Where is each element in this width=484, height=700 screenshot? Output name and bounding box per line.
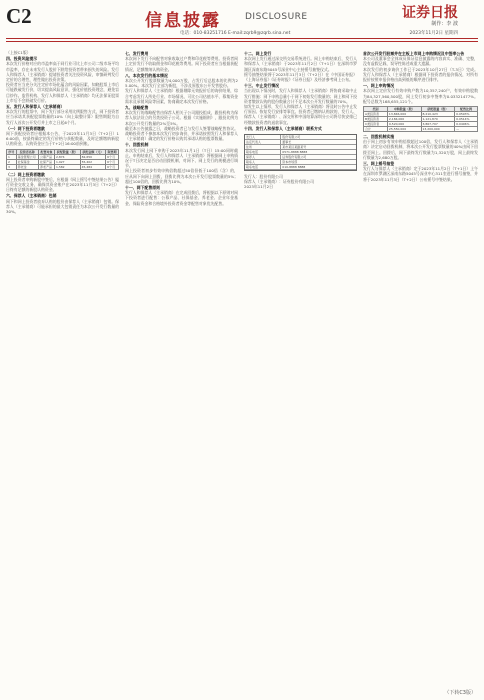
header-rule-thin bbox=[6, 41, 478, 42]
body-paragraph: 本次发行的初步询价工作已于2023年10月27日（T-3日）完成。发行人和保荐人（主承销商）根据网下投资者的报价情况，对所有报价按照申报价格由高到低的顺序进行排序。 bbox=[363, 66, 478, 83]
table-header-cell: 配售对象 bbox=[40, 149, 53, 154]
text-column-4 bbox=[363, 50, 478, 688]
text-column-3 bbox=[244, 50, 357, 688]
table-cell: 联系人 bbox=[245, 160, 281, 164]
table-cell: 公募产品 bbox=[38, 154, 54, 159]
table-cell: 3,867,707 bbox=[421, 122, 455, 127]
table-cell: 某市某区某路某号 bbox=[282, 145, 307, 150]
table-row bbox=[7, 164, 119, 169]
table-cell: 13,200,000 bbox=[421, 127, 455, 132]
table-cell: 6个月 bbox=[106, 159, 119, 164]
table-cell: 1,582 bbox=[54, 164, 80, 169]
body-paragraph: 发行人和保荐人（主承销商）根据剔除无效报价后的询价结果，综合考虑发行人所处行业、市场情况、可比公司估值水平、募集资金需求及承销风险等因素，协商确定本次发行价格。 bbox=[125, 88, 238, 104]
table-cell: 13,846,000 bbox=[387, 112, 421, 117]
body-paragraph: 网下和网上投资者放弃认购的股份由保荐人（主承销商）包销。保荐人（主承销商）可能承担的最大包销责任为本次公开发行数量的30%。 bbox=[6, 198, 119, 215]
section-heading: 二、回拨机制实施 bbox=[363, 134, 395, 140]
body-paragraph: 发行人和保荐人（主承销商）在完成回拨后，将根据以下原则对网下投资者进行配售：公募产品、社保基金、养老金、企业年金基金、保险资金和合格境外投资者资金等配售对象优先配售。 bbox=[125, 190, 238, 206]
body-paragraph: 网上投资者申购新股中签后，应根据《网上摇号中签结果公告》履行资金交收义务，确保其资金账户在2023年11月3日（T+2日）日终有足额的新股认购资金。 bbox=[6, 176, 119, 193]
section-heading: 十三、中止发行情况 bbox=[244, 83, 280, 89]
table-cell: 合计 bbox=[364, 127, 388, 132]
table-cell: 联系电话 bbox=[245, 150, 281, 154]
table-cell: 资本市场部 bbox=[282, 160, 298, 165]
body-paragraph: 网上投资者初步有效申购倍数超过50倍但低于100倍（含）的，应从网下向网上回拨，回拨比例为本次公开发行股票数量的5%；超过100倍的，回拨比例为10%。 bbox=[125, 168, 238, 184]
body-paragraph: 摇号抽签结果将于2023年11月3日（T+2日）在《中国证券报》《上海证券报》《证券时报》《证券日报》及经济参考网上公布。 bbox=[244, 71, 357, 83]
table-header-cell: 类别 bbox=[364, 107, 388, 112]
table-cell: 社保产品 bbox=[38, 159, 54, 164]
table-cell: 养老金 bbox=[16, 164, 38, 169]
continued-from-note: （上接C1版） bbox=[6, 50, 31, 55]
contact-line: 电话：010-83251716 E-mail:zqrb9@zqrb.sina.net bbox=[180, 31, 291, 36]
table-cell: 2,184,000 bbox=[387, 117, 421, 122]
table-cell: 法定代表人 bbox=[245, 140, 281, 144]
section-heading: 十、回拨机制 bbox=[125, 142, 149, 148]
table-cell: 9,520,000 bbox=[387, 122, 421, 127]
header-rule bbox=[6, 38, 478, 39]
table-cell: 8,210,423 bbox=[421, 112, 455, 117]
table-cell: 1,121,870 bbox=[421, 117, 455, 122]
table-cell: 0.0406% bbox=[455, 122, 478, 127]
body-paragraph: 发行人与保荐人（主承销商）定于2023年11月2日（T+1日）上午在深圳市罗湖区深南东路5045号深业中心311室进行摇号抽签，并将于2023年11月3日（T+2日）公布摇号中签结果。 bbox=[363, 166, 478, 182]
body-paragraph: 本公司及董事会全体成员保证信息披露的内容真实、准确、完整，没有虚假记载、误导性陈述或重大遗漏。 bbox=[363, 56, 478, 67]
table-cell: 0.0593% bbox=[455, 112, 478, 117]
table-cell: 45,484 bbox=[80, 164, 106, 169]
data-table bbox=[6, 149, 119, 170]
body-paragraph: 本次网上定价发行有效申购户数为10,357,240户，有效申购股数为84,327,560,500股，网上发行初步中签率为0.03321477%。配号总数为168,655,121个。 bbox=[363, 88, 478, 104]
section-heading: 六、保荐人（主承销商）包销 bbox=[6, 193, 57, 199]
table-cell: 0.0514% bbox=[455, 117, 478, 122]
section-heading: 一、网上申购情况 bbox=[363, 83, 395, 89]
editor-line: 制作：李 波 bbox=[431, 21, 458, 27]
table-cell: 股份有限公司 bbox=[282, 135, 301, 140]
table-cell: 010-8888 8888 bbox=[282, 165, 306, 170]
table-cell: 0571-8888 8888 bbox=[282, 150, 308, 155]
table-cell: A类投资者 bbox=[364, 112, 388, 117]
section-heading: 七、发行费用 bbox=[125, 51, 149, 56]
section-heading: 九、战略配售 bbox=[125, 105, 149, 111]
table-header-row bbox=[7, 149, 119, 154]
section-heading: 八、本次发行的基本情况 bbox=[125, 72, 168, 78]
table-cell: 1 bbox=[7, 154, 17, 159]
table-cell: 养老产品 bbox=[38, 164, 54, 169]
body-paragraph: 当出现以下情况时，发行人和保荐人（主承销商）将协商采取中止发行措施：网下申购总量小于网下初始发行数量的；网上和网下投资者缴款认购的股份数量合计不足本次公开发行数量的70%。 bbox=[244, 88, 357, 104]
table-cell: 55,402 bbox=[80, 159, 106, 164]
newspaper-logo: 证券日报 bbox=[402, 5, 458, 21]
section-heading: 十一、网下配售原则 bbox=[125, 185, 161, 191]
table-cell: 发行人 bbox=[245, 135, 281, 139]
table-header-cell: 申购数量（股） bbox=[387, 107, 421, 112]
section-heading: 十二、网上发行 bbox=[244, 51, 272, 56]
table-cell: 住所 bbox=[245, 145, 281, 149]
table-cell: 联系电话 bbox=[245, 165, 281, 169]
table-cell: 证券股份有限公司 bbox=[282, 155, 307, 160]
table-cell: C类投资者 bbox=[364, 122, 388, 127]
body-paragraph: 由于网上初步有效申购倍数超过100倍，发行人和保荐人（主承销商）决定启动回拨机制，将本次公开发行股票数量的40%由网下回拨至网上。回拨后，网下最终发行数量为1,320万股，网上最终发行数量为2,680万股。 bbox=[363, 139, 478, 160]
table-cell: — bbox=[455, 127, 478, 132]
section-heading: 四、投资风险提示 bbox=[6, 56, 38, 62]
section-heading: 首次公开发行股票并在主板上市网上申购情况及中签率公告 bbox=[363, 51, 465, 56]
table-cell: 社保基金 bbox=[16, 159, 38, 164]
table-cell: 2,874 bbox=[54, 154, 80, 159]
section-heading: 十四、发行人和保荐人（主承销商）联系方式 bbox=[244, 125, 322, 131]
table-header-cell: 获配数量（股） bbox=[54, 149, 80, 154]
text-column-1 bbox=[6, 50, 119, 688]
body-paragraph: 发行人：股份有限公司 bbox=[244, 174, 283, 180]
table-row bbox=[245, 165, 356, 170]
table-cell: 保荐人 bbox=[245, 155, 281, 159]
body-paragraph: 本次发行的股票中，网下发行部分采用比例限售方式，网下投资者应当承诺其获配股票数量的10%（向上取整计算）限售期限为自发行人首次公开发行并上市之日起6个月。 bbox=[6, 109, 119, 125]
table-cell: 6个月 bbox=[106, 164, 119, 169]
continued-note: （下转C3版） bbox=[444, 690, 476, 696]
table-header-cell: 配售比例 bbox=[455, 107, 478, 112]
issue-date: 2023年11月2日 星期四 bbox=[409, 31, 458, 36]
table-header-cell: 序号 bbox=[8, 149, 15, 154]
data-table bbox=[363, 106, 478, 132]
body-paragraph: 网下获配投资者应根据本公告，于2023年11月3日（T+2日）16:00前，按最终确定的发行价格与获配数量，及时足额缴纳新股认购资金。认购资金应当于T+2日16:00前到账。 bbox=[6, 131, 119, 147]
body-paragraph: 保荐人（主承销商）：证券股份有限公司 bbox=[244, 179, 315, 185]
text-column-2 bbox=[125, 50, 238, 688]
table-cell: 82,650 bbox=[80, 154, 106, 159]
table-cell: 6个月 bbox=[106, 154, 119, 159]
body-paragraph: 投资者应当充分关注定价市场化蕴含的风险因素，知晓股票上市后可能跌破发行价，切实提高风险意识，强化价值投资理念，避免盲目炒作。监管机构、发行人和保荐人（主承销商）均无法保证股票上市后不会跌破发行价。 bbox=[6, 82, 119, 103]
page-number: C2 bbox=[6, 4, 32, 28]
section-heading: （一）网下投资者缴款 bbox=[6, 125, 45, 131]
body-paragraph: 如发生以上情形，发行人和保荐人（主承销商）将及时公告中止发行原因、恢复发行安排等事宜。投资者已缴纳认购款的，发行人、保荐人（主承销商）、深交所和中国结算深圳分公司将尽快安排已经缴款投资者的退款事宜。 bbox=[244, 104, 357, 125]
table-cell: 25,550,000 bbox=[387, 127, 421, 132]
table-cell: 基金管理公司 bbox=[16, 154, 38, 159]
section-heading: 五、发行人和保荐人（主承销商） bbox=[6, 104, 65, 110]
body-paragraph: 截至本公告披露之日，战略投资者已与发行人签署战略配售协议。战略投资者不参加本次发行初步询价，并承诺按照发行人和保荐人（主承销商）确定的发行价格认购其承诺认购的股票数量。 bbox=[125, 125, 238, 142]
table-cell: B类投资者 bbox=[364, 117, 388, 122]
table-cell: 3 bbox=[7, 164, 17, 169]
section-title: 信息披露 bbox=[145, 11, 221, 31]
section-heading: （二）网上投资者缴款 bbox=[6, 171, 45, 177]
table-cell: 1,927 bbox=[54, 159, 80, 164]
table-row bbox=[364, 127, 478, 132]
body-paragraph: 本次发行网上网下申购于2023年11月1日（T日）15:00同时截止。申购结束后，发行人和保荐人（主承销商）将根据网上申购情况于T日决定是否启动回拨机制，对网下、网上发行的规模进行调节。 bbox=[125, 147, 238, 169]
table-header-cell: 获配金额（元） bbox=[80, 149, 106, 154]
contact-table bbox=[244, 134, 357, 171]
body-paragraph: 本次公开发行股票数量为4,000万股，占发行后总股本的比例为25.00%。本次发行全部为新股，不涉及原股东公开发售股份。 bbox=[125, 78, 238, 89]
table-header-cell: 获配数量（股） bbox=[421, 107, 455, 112]
body-paragraph: 本次发行价格对应的市盈率高于同行业可比上市公司二级市场平均市盈率，存在未来发行人股价下跌给投资者带来损失的风险。发行人和保荐人（主承销商）提请投资者关注投资风险，审慎研判发行定价的合理性，理性做出投资决策。 bbox=[6, 61, 119, 83]
section-title-en: DISCLOSURE bbox=[245, 12, 308, 22]
body-paragraph: 2023年11月2日 bbox=[244, 184, 273, 190]
section-heading: 三、网上摇号抽签 bbox=[363, 161, 395, 167]
table-header-cell: 限售期 bbox=[107, 149, 117, 154]
table-cell: 董事长 bbox=[282, 140, 292, 145]
table-cell: 2 bbox=[7, 159, 17, 164]
table-header-cell: 投资者名称 bbox=[16, 149, 38, 154]
body-paragraph: 本次网下发行不向配售对象收取过户费和印花税等费用。投资者网上定价发行不收取佣金和印花税等费用。网下投资者应当根据获配情况，足额缴纳认购资金。 bbox=[125, 56, 238, 72]
body-paragraph: 本次发行的战略配售由保荐人相关子公司跟投组成，跟投机构为保荐人依法设立的另类投资子公司。根据《实施细则》，跟投比例为本次公开发行数量的2%至5%。 bbox=[125, 110, 238, 126]
body-paragraph: 本次网上发行通过深交所交易系统进行。网上申购结束后，发行人和保荐人（主承销商）于2023年11月2日（T+1日）在深圳市罗湖区深南东路5045号深业中心主持摇号抽签仪式。 bbox=[244, 56, 357, 72]
page-header bbox=[0, 0, 484, 40]
